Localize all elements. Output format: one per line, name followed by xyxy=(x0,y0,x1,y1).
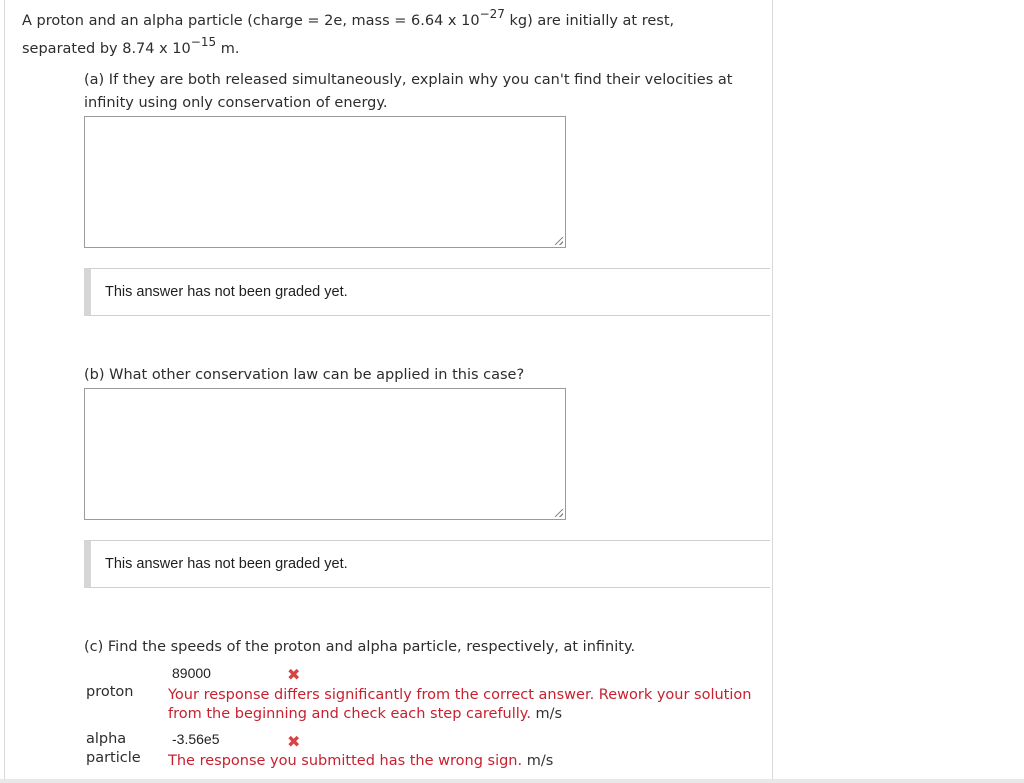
part-b-grade-status: This answer has not been graded yet. xyxy=(105,556,348,572)
resize-grip-icon[interactable] xyxy=(555,237,563,245)
proton-label: proton xyxy=(86,684,134,700)
question-intro-line1: A proton and an alpha particle (charge = 2e, mass = 6.64 x $10^{-27}$ kg) are initially at rest, xyxy=(22,7,675,29)
bottom-scroll-shadow xyxy=(0,779,1024,783)
proton-answer-value: 89000 xyxy=(172,665,211,681)
proton-feedback: Your response differs significantly from the correct answer. Rework your solution from the beginning and check each step carefully. m/s xyxy=(168,687,752,722)
resize-grip-icon[interactable] xyxy=(555,509,563,517)
part-a-grade-panel xyxy=(84,268,770,316)
part-b-prompt: (b) What other conservation law can be applied in this case? xyxy=(84,367,525,383)
alpha-feedback: The response you submitted has the wrong sign. m/s xyxy=(168,753,554,769)
x-mark-icon: ✖ xyxy=(287,665,301,684)
part-b-answer-textarea[interactable] xyxy=(84,388,566,520)
x-mark-icon: ✖ xyxy=(287,732,301,751)
alpha-label-line2: particle xyxy=(86,750,141,766)
part-a-grade-status: This answer has not been graded yet. xyxy=(105,284,348,300)
alpha-answer-value: -3.56e5 xyxy=(172,731,220,747)
part-a-prompt: (a) If they are both released simultaneously, explain why you can't find their velocities at infinity using only conservation of energy. xyxy=(84,72,733,111)
question-intro-line2: separated by 8.74 x $10^{-15}$ m. xyxy=(22,35,240,57)
part-a-answer-textarea[interactable] xyxy=(84,116,566,248)
alpha-label-line1: alpha xyxy=(86,731,127,747)
part-c-prompt: (c) Find the speeds of the proton and alpha particle, respectively, at infinity. xyxy=(84,639,636,655)
part-b-grade-panel xyxy=(84,540,770,588)
